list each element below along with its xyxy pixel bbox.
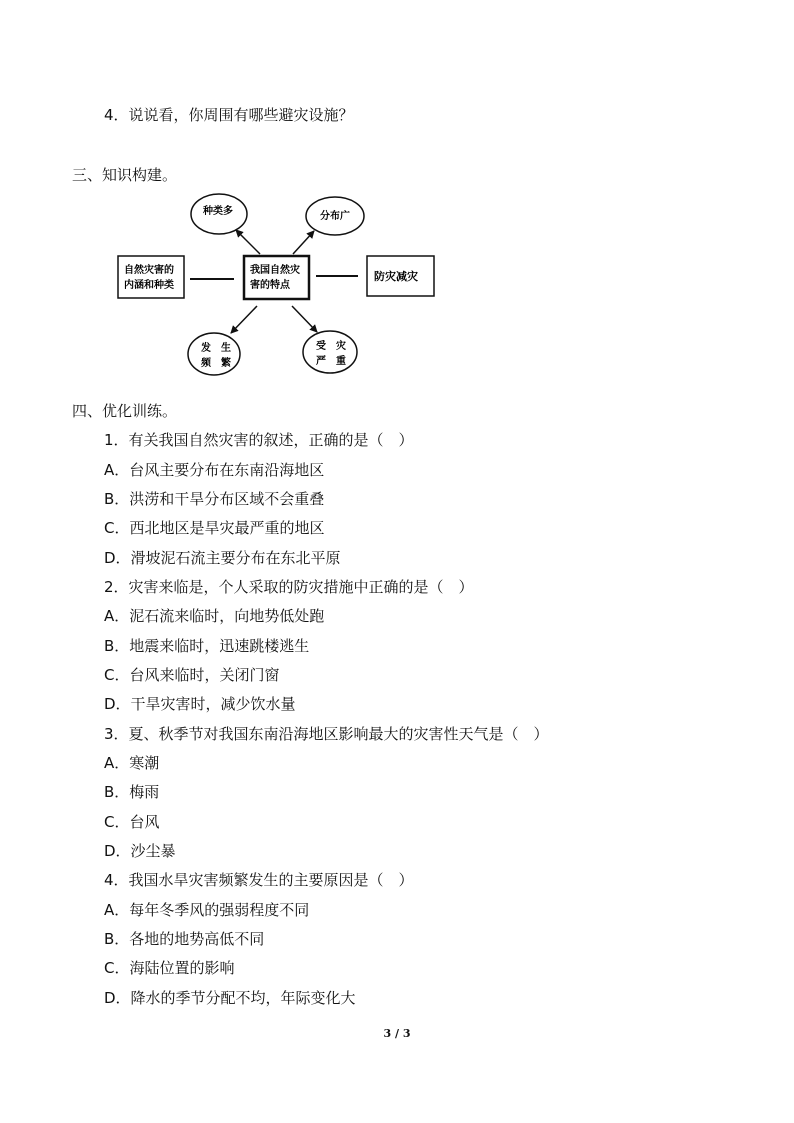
question-4-option-a: A．每年冬季风的强弱程度不同 [104, 901, 310, 919]
diagram-box-concept [118, 256, 184, 298]
arrow-to-frequent [231, 306, 257, 333]
ellipse-many-types-label: 种类多 [203, 206, 233, 217]
ellipse-frequent-line1: 发 生 [201, 343, 231, 354]
question-2-option-d: D．干旱灾害时，减少饮水量 [104, 695, 296, 713]
box-prevention-label: 防灾减灾 [374, 270, 418, 283]
ellipse-frequent [188, 333, 240, 375]
box-features-line2: 害的特点 [250, 280, 290, 291]
question-2-option-c: C．台风来临时，关闭门窗 [104, 666, 280, 684]
question-3-option-a: A．寒潮 [104, 754, 160, 772]
question-4-option-d: D．降水的季节分配不均，年际变化大 [104, 989, 356, 1007]
ellipse-wide-distribution [306, 197, 364, 235]
ellipse-severe-line1: 受 灾 [316, 341, 346, 352]
question-3-stem: 3．夏、秋季节对我国东南沿海地区影响最大的灾害性天气是（ ） [104, 725, 549, 743]
ellipse-severe-line2: 严 重 [316, 356, 346, 367]
question-1-option-c: C．西北地区是旱灾最严重的地区 [104, 519, 325, 537]
ellipse-frequent-line2: 频 繁 [201, 358, 231, 369]
question-4-stem: 4．我国水旱灾害频繁发生的主要原因是（ ） [104, 871, 414, 889]
ellipse-wide-distribution-label: 分布广 [320, 211, 350, 222]
question-2-option-a: A．泥石流来临时，向地势低处跑 [104, 607, 325, 625]
arrow-to-many-types [236, 230, 260, 254]
box-features-line1: 我国自然灾 [250, 265, 300, 276]
previous-question-4: 4．说说看，你周围有哪些避灾设施？ [104, 106, 354, 124]
question-3-option-b: B．梅雨 [104, 783, 160, 801]
question-4-option-b: B．各地的地势高低不同 [104, 930, 265, 948]
arrow-to-severe [292, 306, 317, 332]
knowledge-diagram [0, 0, 794, 400]
diagram-box-features [244, 256, 309, 299]
page-number: 3 / 3 [383, 1027, 411, 1040]
box-concept-line2: 内涵和种类 [124, 280, 174, 291]
ellipse-severe [303, 331, 357, 373]
diagram-box-prevention [367, 256, 434, 296]
question-4-option-c: C．海陆位置的影响 [104, 959, 235, 977]
section-4-title: 四、优化训练。 [72, 402, 178, 420]
question-2-option-b: B．地震来临时，迅速跳楼逃生 [104, 637, 310, 655]
question-3-option-d: D．沙尘暴 [104, 842, 176, 860]
question-3-option-c: C．台风 [104, 813, 160, 831]
question-1-option-b: B．洪涝和干旱分布区域不会重叠 [104, 490, 325, 508]
question-1-stem: 1．有关我国自然灾害的叙述，正确的是（ ） [104, 431, 414, 449]
ellipse-many-types [191, 194, 247, 234]
box-concept-line1: 自然灾害的 [124, 265, 174, 276]
section-3-title: 三、知识构建。 [72, 166, 178, 184]
arrow-to-wide-distribution [293, 231, 314, 254]
question-1-option-d: D．滑坡泥石流主要分布在东北平原 [104, 549, 341, 567]
question-1-option-a: A．台风主要分布在东南沿海地区 [104, 461, 325, 479]
question-2-stem: 2．灾害来临是，个人采取的防灾措施中正确的是（ ） [104, 578, 474, 596]
